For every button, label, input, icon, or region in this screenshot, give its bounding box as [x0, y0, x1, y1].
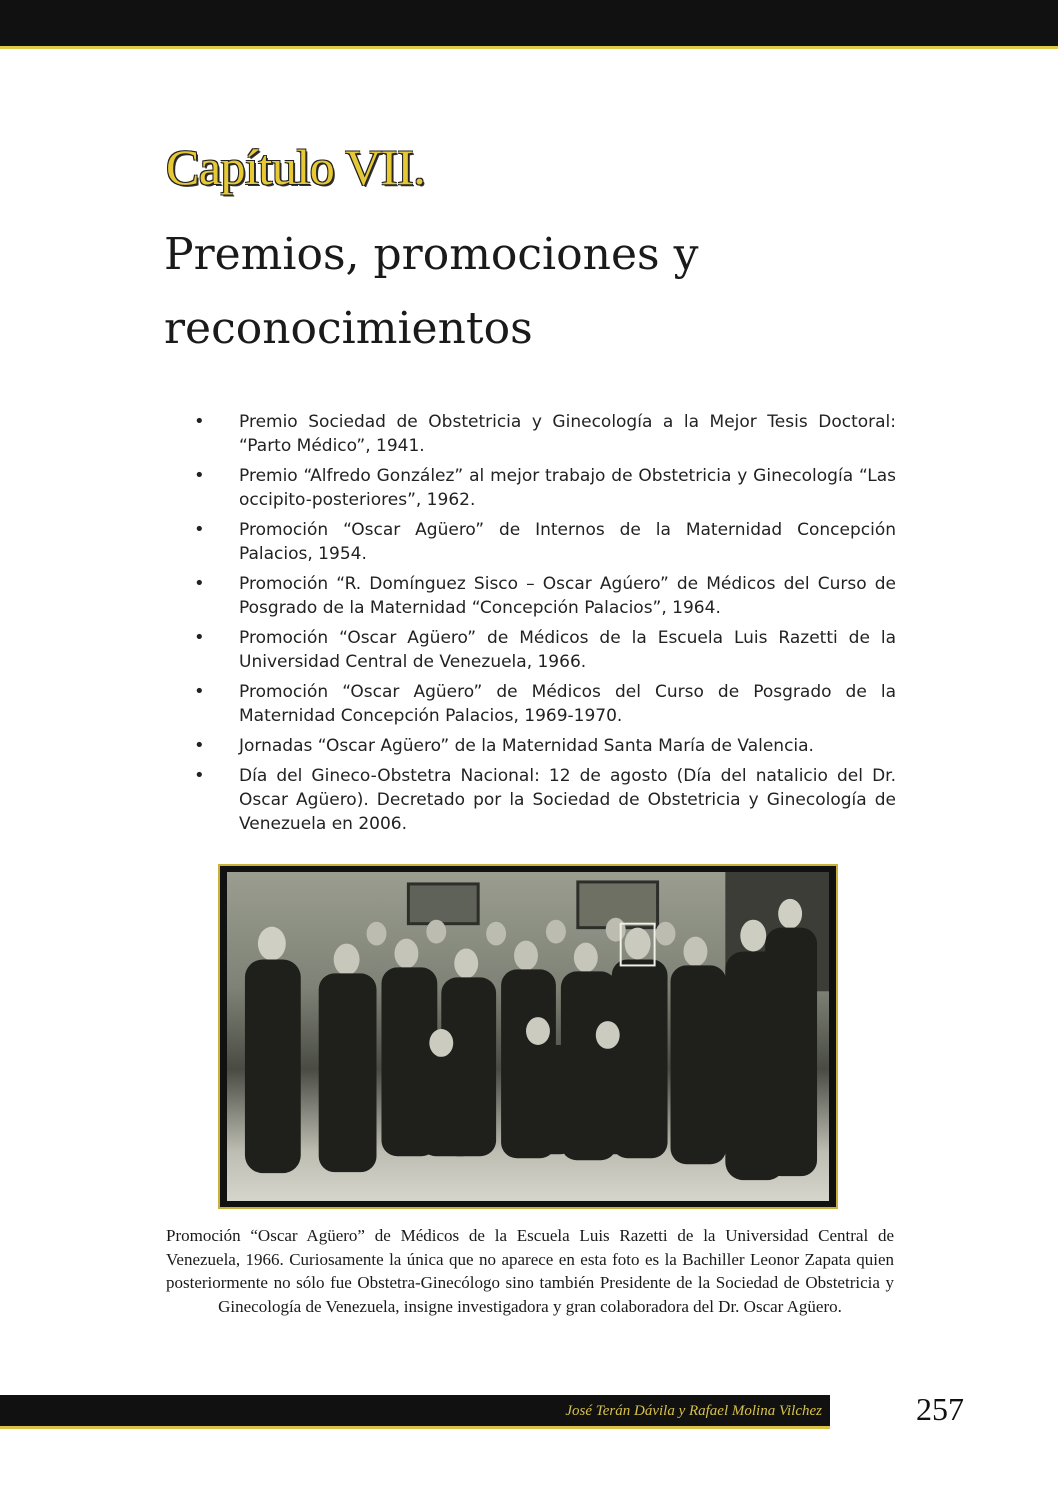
list-item: • Promoción “R. Domínguez Sisco – Oscar Agúero” de Médicos del Curso de Posgrado de la Maternidad “Concepción Palacios”, 1964.	[180, 572, 896, 620]
group-photo-illustration	[227, 872, 829, 1201]
chapter-title: Premios, promociones y reconocimientos	[164, 229, 699, 354]
list-item: • Promoción “Oscar Agüero” de Médicos de la Escuela Luis Razetti de la Universidad Central de Venezuela, 1966.	[180, 626, 896, 674]
list-item: • Día del Gineco-Obstetra Nacional: 12 de agosto (Día del natalicio del Dr. Oscar Agüero). Decretado por la Sociedad de Obstetricia y Ginecología de Venezuela en 2006.	[180, 764, 896, 836]
list-item: • Jornadas “Oscar Agüero” de la Maternidad Santa María de Valencia.	[180, 734, 896, 758]
page-number: 257	[916, 1391, 964, 1427]
chapter-heading: Capítulo VII.	[166, 139, 426, 195]
photo-caption: Promoción “Oscar Agüero” de Médicos de la Escuela Luis Razetti de la Universidad Central de Venezuela, 1966. Curiosamente la única que no aparece en esta foto es la Bachiller Leonor Zapata quien posteriormente no sólo fue Obstetra-Ginecólogo sino también Presidente de la Sociedad de Obstetricia y Ginecología de Venezuela, insigne investigadora y gran colaboradora del Dr. Oscar Agüero.	[166, 1226, 894, 1316]
footer-author: José Terán Dávila y Rafael Molina Vilchez	[565, 1403, 822, 1419]
list-item: • Premio “Alfredo González” al mejor trabajo de Obstetricia y Ginecología “Las occipito-posteriores”, 1962.	[180, 464, 896, 512]
group-photo-frame	[218, 864, 838, 1209]
list-item: • Promoción “Oscar Agüero” de Internos de la Maternidad Concepción Palacios, 1954.	[180, 518, 896, 566]
list-item: • Premio Sociedad de Obstetricia y Ginecología a la Mejor Tesis Doctoral: “Parto Médico”, 1941.	[180, 410, 896, 458]
awards-list	[180, 410, 896, 842]
group-photo	[227, 872, 829, 1201]
list-item: • Promoción “Oscar Agüero” de Médicos del Curso de Posgrado de la Maternidad Concepción Palacios, 1969-1970.	[180, 680, 896, 728]
footer-bar	[0, 1395, 830, 1429]
top-header-bar	[0, 0, 1058, 49]
